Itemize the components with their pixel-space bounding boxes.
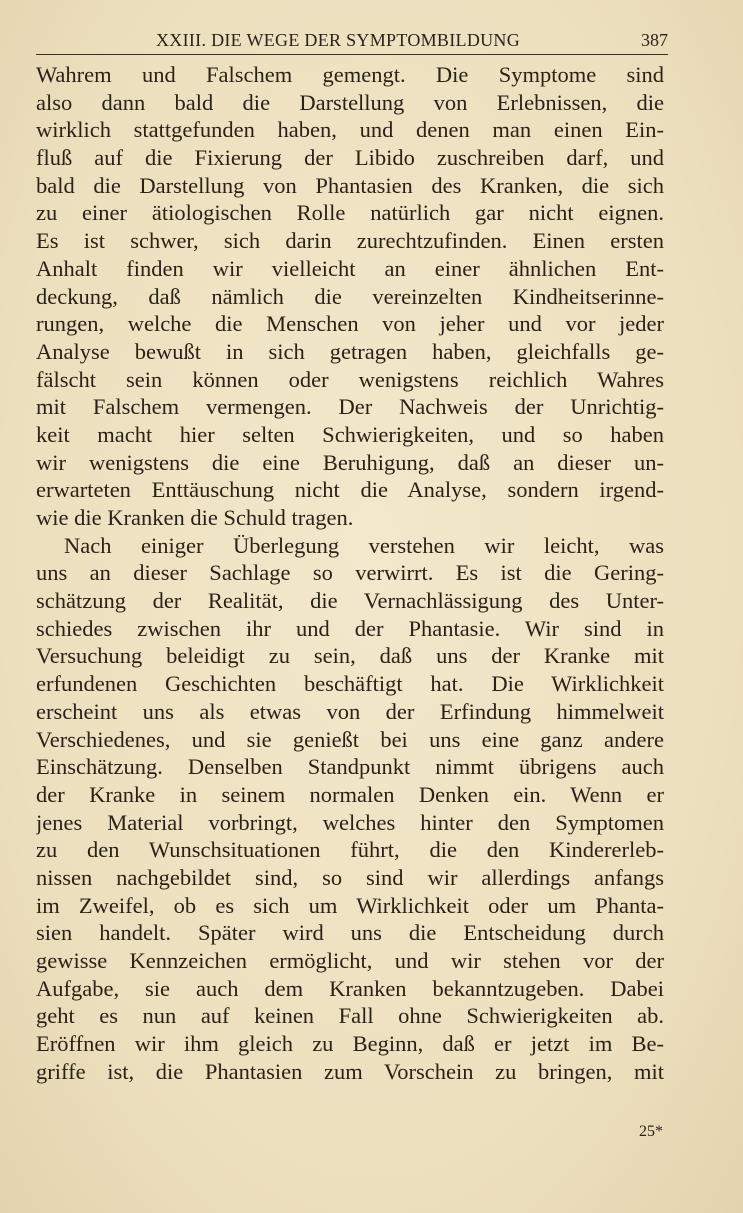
text-line: griffe ist, die Phantasien zum Vorschein zu bringen, mit (36, 1058, 664, 1084)
text-line: gewisse Kennzeichen ermöglicht, und wir stehen vor der (36, 948, 664, 973)
text-line: im Zweifel, ob es sich um Wirklichkeit oder um Phanta- (36, 892, 664, 918)
text-line: Analyse bewußt in sich getragen haben, gleichfalls ge- (36, 338, 664, 364)
signature-mark: 25* (639, 1123, 663, 1140)
page-number: 387 (641, 30, 668, 50)
paragraph-end-line: wie die Kranken die Schuld tragen. (36, 505, 354, 530)
text-line: schiedes zwischen ihr und der Phantasie. Wir sind in (36, 615, 664, 641)
text-line: mit Falschem vermengen. Der Nachweis der Unrichtig- (36, 394, 664, 420)
text-line: erwarteten Enttäuschung nicht die Analyse, sondern irgend- (36, 477, 664, 503)
text-line: fälscht sein können oder wenigstens reichlich Wahres (36, 366, 664, 392)
text-line: Einschätzung. Denselben Standpunkt nimmt übrigens auch (36, 754, 664, 780)
text-line: keit macht hier selten Schwierigkeiten, und so haben (36, 421, 664, 447)
text-line: fluß auf die Fixierung der Libido zuschreiben darf, und (36, 145, 664, 171)
text-line: wirklich stattgefunden haben, und denen man einen Ein- (36, 117, 664, 143)
text-line: Verschiedenes, und sie genießt bei uns eine ganz andere (36, 726, 664, 752)
text-line: erscheint uns als etwas von der Erfindung himmelweit (36, 698, 664, 724)
paragraph-start-line: Nach einiger Überlegung verstehen wir leicht, was (64, 532, 664, 558)
running-header (36, 30, 668, 54)
text-line: uns an dieser Sachlage so verwirrt. Es ist die Gering- (36, 560, 664, 586)
text-line: zu einer ätiologischen Rolle natürlich gar nicht eignen. (36, 200, 664, 226)
text-line: jenes Material vorbringt, welches hinter den Symptomen (36, 809, 664, 835)
text-line: Es ist schwer, sich darin zurechtzufinden. Einen ersten (36, 228, 664, 254)
text-line: sien handelt. Später wird uns die Entscheidung durch (36, 920, 664, 946)
chapter-title: XXIII. DIE WEGE DER SYMPTOMBILDUNG (156, 30, 521, 50)
text-line: bald die Darstellung von Phantasien des Kranken, die sich (36, 172, 664, 198)
text-line: Versuchung beleidigt zu sein, daß uns der Kranke mit (36, 643, 664, 669)
text-line: also dann bald die Darstellung von Erlebnissen, die (36, 89, 664, 115)
text-line: wir wenigstens die eine Beruhigung, daß an dieser un- (36, 449, 664, 475)
text-line: Anhalt finden wir vielleicht an einer ähnlichen Ent- (36, 255, 664, 281)
text-line: nissen nachgebildet sind, so sind wir allerdings anfangs (36, 864, 664, 890)
text-line: erfundenen Geschichten beschäftigt hat. Die Wirklichkeit (36, 671, 664, 697)
text-line: deckung, daß nämlich die vereinzelten Kindheitserinne- (36, 283, 664, 309)
text-line: Aufgabe, sie auch dem Kranken bekanntzugeben. Dabei (36, 975, 664, 1001)
text-line: Wahrem und Falschem gemengt. Die Symptome sind (36, 62, 664, 87)
text-line: zu den Wunschsituationen führt, die den Kindererleb- (36, 837, 664, 863)
text-line: Eröffnen wir ihm gleich zu Beginn, daß er jetzt im Be- (36, 1031, 664, 1057)
text-line: rungen, welche die Menschen von jeher und vor jeder (36, 311, 664, 337)
text-line: geht es nun auf keinen Fall ohne Schwierigkeiten ab. (36, 1003, 664, 1029)
body-text (36, 61, 664, 1085)
text-line: schätzung der Realität, die Vernachlässigung des Unter- (36, 588, 664, 614)
header-rule (36, 54, 668, 55)
text-line: der Kranke in seinem normalen Denken ein. Wenn er (36, 781, 664, 807)
